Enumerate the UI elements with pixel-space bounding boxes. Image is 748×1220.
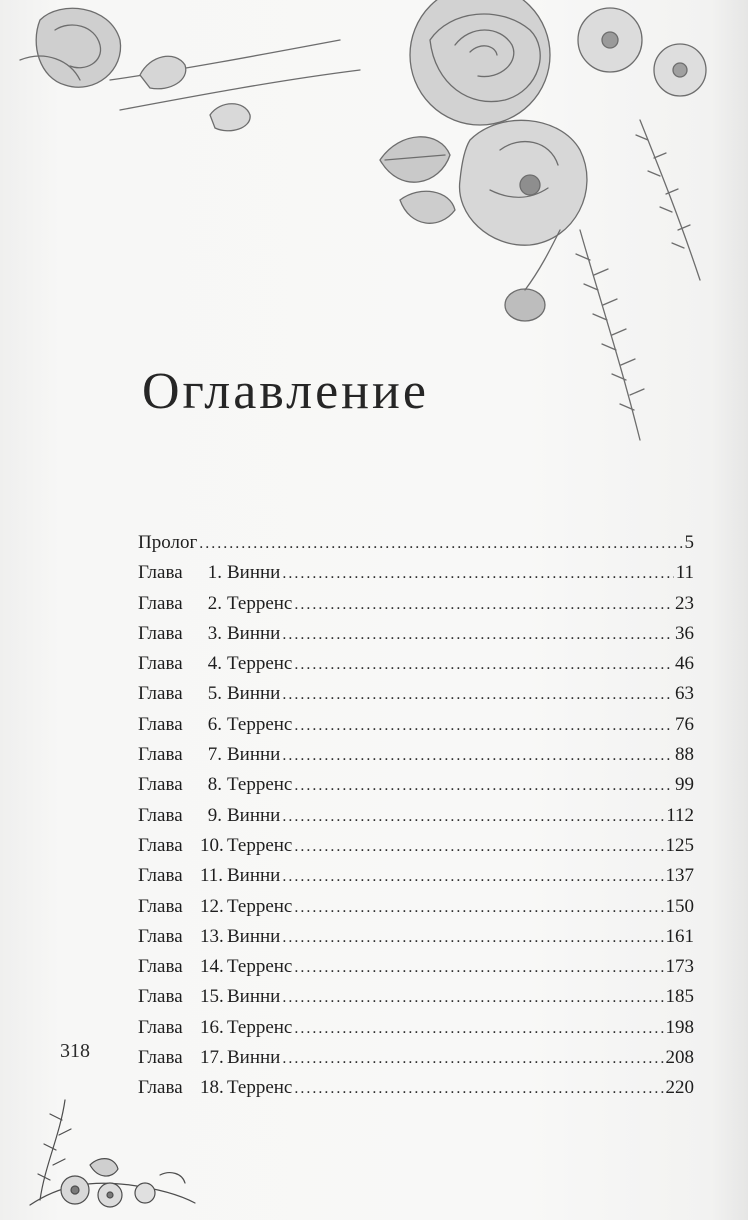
- toc-entry: [138, 801, 694, 831]
- toc-entry-page: 208: [665, 1047, 694, 1069]
- toc-entry-number: 3.: [207, 622, 222, 644]
- leader-dots: [294, 711, 673, 741]
- toc-entry: [138, 770, 694, 800]
- toc-entry-title: Терренс: [227, 1077, 293, 1099]
- toc-entry-prefix: Глава: [138, 1077, 183, 1099]
- toc-entry-number: 9.: [207, 804, 222, 826]
- toc-entry: [138, 982, 694, 1012]
- toc-entry-page: 5: [684, 532, 694, 553]
- toc-entry-label: [138, 861, 280, 891]
- toc-entry-title: Винни: [227, 865, 281, 887]
- toc-entry-label: [138, 1013, 292, 1043]
- toc-entry: [138, 1043, 694, 1073]
- toc-entry-page: 137: [665, 865, 694, 887]
- toc-entry-number: 6.: [207, 713, 222, 735]
- floral-illustration-bottom: [20, 1085, 200, 1215]
- toc-entry-label: [138, 589, 292, 619]
- toc-entry-title: Винни: [227, 986, 281, 1008]
- toc-entry-label: [138, 801, 280, 831]
- toc-entry-prefix: Глава: [138, 653, 183, 675]
- toc-entry: [138, 922, 694, 952]
- leader-dots: [294, 771, 673, 801]
- leader-dots: [294, 590, 673, 620]
- toc-entry-number: 5.: [207, 683, 222, 705]
- leader-dots: [282, 559, 673, 589]
- toc-entry-page: 185: [665, 986, 694, 1008]
- toc-entry-label: [138, 982, 280, 1012]
- toc-entry-prefix: Глава: [138, 1047, 183, 1069]
- toc-entry-number: 18.: [200, 1077, 224, 1099]
- toc-entry-page: 23: [675, 592, 694, 614]
- toc-entry-title: Винни: [227, 744, 281, 766]
- toc-entry-number: 15.: [200, 986, 224, 1008]
- toc-entry: [138, 831, 694, 861]
- leader-dots: [294, 1014, 663, 1044]
- toc-entry: [138, 861, 694, 891]
- toc-entry-prefix: Глава: [138, 834, 183, 856]
- toc-entry-title: Пролог: [138, 532, 198, 553]
- toc-entry-title: Терренс: [227, 834, 293, 856]
- toc-entry-label: [138, 710, 292, 740]
- toc-entry-title: Терренс: [227, 895, 293, 917]
- toc-entry-prefix: Глава: [138, 683, 183, 705]
- toc-entry-label: [138, 558, 280, 588]
- toc-entry-title: Терренс: [227, 1016, 293, 1038]
- toc-entry-page: 112: [666, 804, 694, 826]
- toc-entry-number: 13.: [200, 925, 224, 947]
- toc-entry: [138, 679, 694, 709]
- leader-dots: [282, 1044, 663, 1074]
- toc-entry: [138, 619, 694, 649]
- leader-dots: [282, 741, 673, 771]
- toc-entry: [138, 589, 694, 619]
- toc-entry-label: [138, 952, 292, 982]
- toc-entry-title: Винни: [227, 1047, 281, 1069]
- toc-entry-page: 99: [675, 774, 694, 796]
- leader-dots: [282, 983, 663, 1013]
- toc-entry-prefix: Глава: [138, 895, 183, 917]
- toc-entry: [138, 528, 694, 558]
- toc-entry-title: Винни: [227, 925, 281, 947]
- toc-entry: [138, 952, 694, 982]
- toc-entry-page: 36: [675, 622, 694, 644]
- toc-entry-title: Терренс: [227, 592, 293, 614]
- toc-entry-label: [138, 831, 292, 861]
- page-title: Оглавление: [142, 363, 429, 420]
- toc-entry-prefix: Глава: [138, 622, 183, 644]
- toc-entry-label: [138, 740, 280, 770]
- toc-entry-number: 4.: [207, 653, 222, 675]
- toc-entry-number: 8.: [207, 774, 222, 796]
- toc-entry: [138, 740, 694, 770]
- toc-entry-number: 16.: [200, 1016, 224, 1038]
- toc-entry-title: Винни: [227, 622, 281, 644]
- toc-entry-page: 11: [675, 562, 694, 584]
- toc-entry-page: 161: [665, 925, 694, 947]
- toc-entry-label: [138, 679, 280, 709]
- toc-entry-prefix: Глава: [138, 744, 183, 766]
- toc-entry-prefix: Глава: [138, 986, 183, 1008]
- toc-entry: [138, 1013, 694, 1043]
- toc-entry-title: Винни: [227, 683, 281, 705]
- leader-dots: [294, 1074, 663, 1104]
- table-of-contents: [138, 528, 694, 1104]
- toc-entry-number: 2.: [207, 592, 222, 614]
- leader-dots: [199, 529, 682, 559]
- toc-entry: [138, 710, 694, 740]
- toc-entry-label: [138, 922, 280, 952]
- toc-entry-title: Винни: [227, 562, 281, 584]
- leader-dots: [294, 893, 663, 923]
- toc-entry-number: 1.: [207, 562, 222, 584]
- toc-entry-label: [138, 1043, 280, 1073]
- toc-entry-prefix: Глава: [138, 1016, 183, 1038]
- toc-entry-prefix: Глава: [138, 804, 183, 826]
- toc-entry: [138, 649, 694, 679]
- toc-entry-label: [138, 649, 292, 679]
- toc-entry: [138, 892, 694, 922]
- leader-dots: [282, 680, 673, 710]
- leader-dots: [282, 802, 664, 832]
- toc-entry-page: 63: [675, 683, 694, 705]
- toc-entry-label: [138, 892, 292, 922]
- leader-dots: [294, 650, 673, 680]
- toc-entry-prefix: Глава: [138, 774, 183, 796]
- toc-entry-label: [138, 619, 280, 649]
- toc-entry-page: 198: [665, 1016, 694, 1038]
- toc-entry-number: 10.: [200, 834, 224, 856]
- toc-entry-number: 14.: [200, 956, 224, 978]
- toc-entry-page: 150: [665, 895, 694, 917]
- leader-dots: [294, 832, 663, 862]
- toc-entry: [138, 558, 694, 588]
- toc-entry-prefix: Глава: [138, 562, 183, 584]
- toc-entry-prefix: Глава: [138, 865, 183, 887]
- toc-entry-title: Терренс: [227, 774, 293, 796]
- toc-entry-number: 11.: [200, 865, 224, 887]
- toc-entry-number: 7.: [207, 744, 222, 766]
- toc-entry-page: 76: [675, 713, 694, 735]
- toc-entry-prefix: Глава: [138, 925, 183, 947]
- toc-entry-prefix: Глава: [138, 713, 183, 735]
- leader-dots: [282, 923, 663, 953]
- leader-dots: [282, 620, 673, 650]
- toc-entry-number: 17.: [200, 1047, 224, 1069]
- toc-entry-page: 125: [665, 834, 694, 856]
- toc-entry-title: Терренс: [227, 713, 293, 735]
- toc-entry-page: 88: [675, 744, 694, 766]
- toc-entry-prefix: Глава: [138, 956, 183, 978]
- leader-dots: [282, 862, 663, 892]
- toc-entry-page: 220: [665, 1077, 694, 1099]
- page-number: 318: [60, 1040, 90, 1062]
- toc-entry-page: 173: [665, 956, 694, 978]
- toc-entry-title: Терренс: [227, 653, 293, 675]
- toc-entry-page: 46: [675, 653, 694, 675]
- toc-entry-title: Винни: [227, 804, 281, 826]
- toc-entry-prefix: Глава: [138, 592, 183, 614]
- toc-entry-title: Терренс: [227, 956, 293, 978]
- toc-entry-number: 12.: [200, 895, 224, 917]
- toc-entry-label: [138, 528, 197, 558]
- toc-entry-label: [138, 770, 292, 800]
- leader-dots: [294, 953, 663, 983]
- toc-entry: [138, 1073, 694, 1103]
